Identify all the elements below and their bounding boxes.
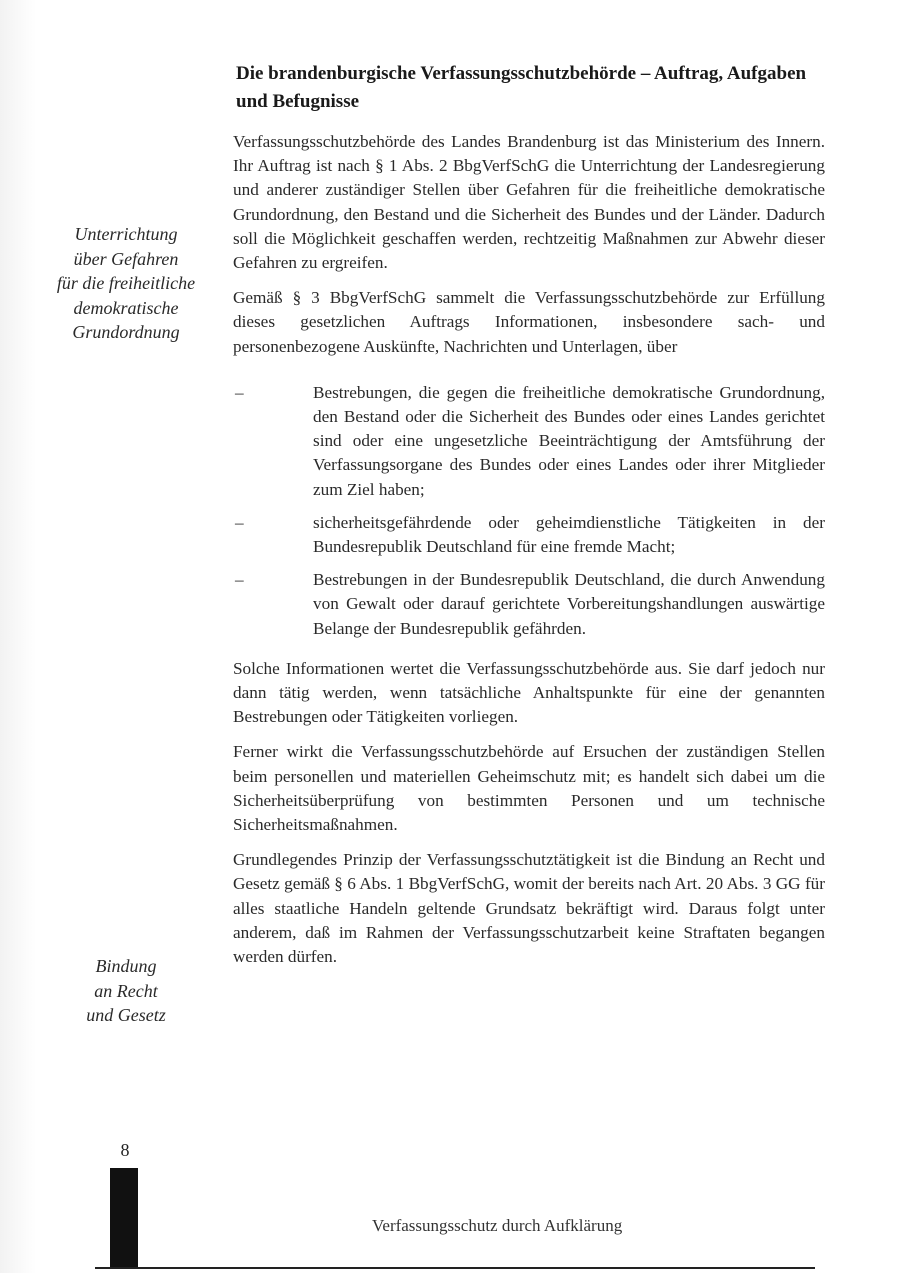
list-dash: – — [235, 570, 244, 590]
list-item-text: Bestrebungen in der Bundesrepublik Deutschland, die durch Anwendung von Gewalt oder darauf gerichtete Vorbereitungshandlungen auswärtige Belange der Bundesrepublik gefährden. — [313, 570, 825, 638]
margin-note-unterrichtung — [40, 222, 212, 345]
section-heading: Die brandenburgische Verfassungsschutzbehörde – Auftrag, Aufgaben und Befugnisse — [236, 63, 807, 112]
page-edge-shadow — [0, 0, 36, 1273]
page-marker-bar — [110, 1168, 138, 1268]
paragraph-bindung: Grundlegendes Prinzip der Verfassungsschutztätigkeit ist die Bindung an Recht und Gesetz gemäß § 6 Abs. 1 BbgVerfSchG, womit der bereits nach Art. 20 Abs. 3 GG für alles staatliche Handeln geltende Grundsatz bekräftigt wird. Daraus folgt unter anderem, daß im Rahmen der Verfassungsschutzarbeit keine Straftaten begangen werden dürfen. — [233, 850, 825, 967]
list-dash: – — [235, 382, 244, 402]
list-item — [233, 511, 825, 559]
running-footer: Verfassungsschutz durch Aufklärung — [372, 1216, 623, 1235]
margin-note-line: Grundordnung — [72, 322, 180, 342]
paragraph-sammlung: Gemäß § 3 BbgVerfSchG sammelt die Verfassungsschutzbehörde zur Erfüllung dieses gesetzlichen Auftrags Informationen, insbesondere sach- und personenbezogene Auskünfte, Nachrichten und Unterlagen, über — [233, 288, 825, 356]
margin-note-line: an Recht — [94, 980, 158, 1001]
margin-note-line: und Gesetz — [86, 1005, 166, 1025]
footer-rule — [95, 1267, 815, 1269]
paragraph-auftrag: Verfassungsschutzbehörde des Landes Brandenburg ist das Ministerium des Innern. Ihr Auftrag ist nach § 1 Abs. 2 BbgVerfSchG die Unterrichtung der Landesregierung und anderer zuständiger Stellen über Gefahren für die freiheitliche demokratische Grundordnung, den Bestand und die Sicherheit des Bundes und der Länder. Dadurch soll die Möglichkeit geschaffen werden, rechtzeitig Maßnahmen zur Abwehr dieser Gefahren zu ergreifen. — [233, 132, 825, 273]
list-item-text: Bestrebungen, die gegen die freiheitliche demokratische Grundordnung, den Bestand oder die Sicherheit des Bundes oder eines Landes gerichtet sind oder eine ungesetzliche Beeinträchtigung der Amtsführung der Verfassungsorgane des Bundes oder eines Landes oder ihrer Mitglieder zum Ziel haben; — [313, 382, 825, 499]
list-item — [233, 568, 825, 641]
list-item — [233, 381, 825, 502]
paragraph-auswertung: Solche Informationen wertet die Verfassungsschutzbehörde aus. Sie darf jedoch nur dann tätig werden, wenn tatsächliche Anhaltspunkte für eine der genannten Bestrebungen oder Tätigkeiten vorliegen. — [233, 658, 825, 727]
body-text — [233, 130, 825, 980]
paragraph-geheimschutz: Ferner wirkt die Verfassungsschutzbehörde auf Ersuchen der zuständigen Stellen beim personellen und materiellen Geheimschutz mit; es handelt sich dabei um die Sicherheitsüberprüfung von bestimmten Personen und um technische Sicherheitsmaßnahmen. — [233, 742, 825, 835]
margin-note-bindung — [40, 954, 212, 1028]
margin-note-line: demokratische — [73, 297, 179, 318]
margin-note-line: Unterrichtung — [74, 224, 178, 244]
margin-note-line: für die freiheitliche — [56, 273, 196, 293]
page-number: 8 — [120, 1140, 130, 1160]
margin-note-line: Bindung — [95, 956, 157, 976]
bestrebungen-list — [233, 381, 825, 641]
list-dash: – — [235, 512, 244, 532]
margin-note-line: über Gefahren — [73, 248, 179, 269]
list-item-text: sicherheitsgefährdende oder geheimdienstliche Tätigkeiten in der Bundesrepublik Deutschland für eine fremde Macht; — [313, 512, 825, 557]
